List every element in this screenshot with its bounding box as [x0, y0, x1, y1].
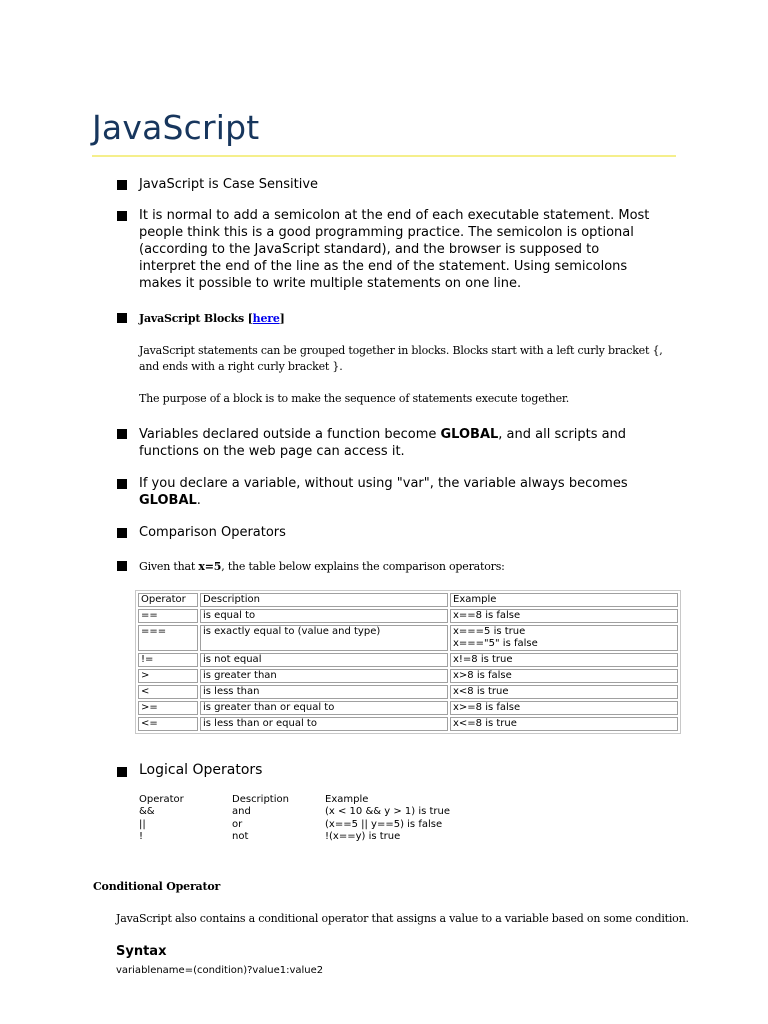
table-cell: (x==5 || y==5) is false	[325, 818, 443, 830]
table-header-cell: Operator	[139, 794, 184, 805]
bullet-marker	[117, 211, 127, 221]
table-cell: not	[232, 830, 249, 842]
given-text-2: , the table below explains the comparison operators:	[221, 560, 505, 573]
bullet-given-x	[139, 558, 505, 575]
table-cell: is not equal	[200, 653, 448, 667]
page-title: JavaScript	[92, 108, 260, 147]
blocks-label-close: ]	[279, 312, 285, 325]
bullet-case-sensitive: JavaScript is Case Sensitive	[139, 177, 319, 192]
table-cell: >=	[138, 701, 198, 715]
comparison-operators-table	[135, 590, 681, 734]
bullet-marker	[117, 561, 127, 571]
blocks-label: JavaScript Blocks [	[139, 312, 253, 325]
table-cell: and	[232, 806, 251, 818]
table-cell: &&	[139, 806, 155, 818]
bullet-global-outside	[139, 426, 639, 460]
table-cell: !=	[138, 653, 198, 667]
global-a-text-1: Variables declared outside a function become	[139, 427, 441, 442]
table-header-row	[138, 593, 678, 607]
table-row	[139, 831, 450, 843]
table-cell: x<8 is true	[450, 685, 678, 699]
table-row	[138, 625, 678, 651]
given-bold: x=5	[198, 560, 222, 573]
bullet-marker	[117, 528, 127, 538]
global-b-text-2: .	[196, 493, 201, 508]
global-a-text-2: , and all scripts and functions on the web page can access it.	[139, 427, 627, 459]
table-cell: is equal to	[200, 609, 448, 623]
bullet-marker	[117, 479, 127, 489]
table-cell: !	[139, 830, 144, 842]
global-b-text-1: If you declare a variable, without using "var", the variable always becomes	[139, 476, 628, 491]
table-row	[138, 653, 678, 667]
global-a-bold: GLOBAL	[440, 427, 499, 442]
bullet-marker	[117, 180, 127, 190]
table-cell: <=	[138, 717, 198, 731]
table-row	[139, 819, 450, 831]
table-cell: ||	[139, 818, 146, 830]
conditional-operator-heading: Conditional Operator	[93, 880, 221, 893]
blocks-paragraph-1: JavaScript statements can be grouped together in blocks. Blocks start with a left curly bracket {, and ends with a right curly bracket }.	[139, 344, 663, 373]
table-cell: >	[138, 669, 198, 683]
table-row	[138, 609, 678, 623]
table-header-cell: Example	[325, 794, 369, 805]
conditional-operator-text: JavaScript also contains a conditional operator that assigns a value to a variable based on some condition.	[116, 912, 689, 925]
bullet-semicolon: It is normal to add a semicolon at the end of each executable statement. Most people think this is a good programming practice. The semicolon is optional (according to the JavaScript standard), and the browser is supposed to interpret the end of the line as the end of the statement. Using semicolons makes it possible to write multiple statements on one line.	[139, 208, 650, 291]
bullet-blocks	[139, 310, 285, 327]
table-cell: x>8 is false	[450, 669, 678, 683]
table-header-cell: Operator	[138, 593, 198, 607]
bullet-marker	[117, 313, 127, 323]
table-cell: is less than or equal to	[200, 717, 448, 731]
table-cell: is exactly equal to (value and type)	[200, 625, 448, 651]
table-cell: is greater than	[200, 669, 448, 683]
table-cell: x==8 is false	[450, 609, 678, 623]
bullet-comparison-operators: Comparison Operators	[139, 525, 286, 540]
bullet-marker	[117, 429, 127, 439]
table-cell: is greater than or equal to	[200, 701, 448, 715]
given-text-1: Given that	[139, 560, 199, 573]
table-cell: (x < 10 && y > 1) is true	[325, 806, 451, 818]
table-header-row	[139, 794, 450, 806]
table-cell: !(x==y) is true	[325, 830, 401, 842]
table-row	[138, 701, 678, 715]
table-row	[138, 717, 678, 731]
table-cell: x>=8 is false	[450, 701, 678, 715]
table-cell: <	[138, 685, 198, 699]
table-cell: ==	[138, 609, 198, 623]
blocks-here-link[interactable]: here	[252, 312, 280, 325]
table-cell: ===	[138, 625, 198, 651]
table-header-cell: Description	[232, 794, 289, 805]
table-cell-line: x==="5" is false	[453, 638, 538, 649]
logical-operators-table	[139, 794, 450, 843]
syntax-heading: Syntax	[116, 944, 167, 959]
table-header-cell: Example	[450, 593, 678, 607]
title-underline	[92, 155, 676, 157]
table-cell: or	[232, 818, 243, 830]
table-cell: x!=8 is true	[450, 653, 678, 667]
syntax-code: variablename=(condition)?value1:value2	[116, 965, 324, 976]
table-row	[138, 685, 678, 699]
table-header-cell: Description	[200, 593, 448, 607]
bullet-marker	[117, 767, 127, 777]
bullet-global-no-var	[139, 475, 639, 509]
blocks-paragraph-2: The purpose of a block is to make the sequence of statements execute together.	[139, 392, 570, 405]
table-row	[138, 669, 678, 683]
table-cell: x<=8 is true	[450, 717, 678, 731]
bullet-logical-operators: Logical Operators	[139, 762, 263, 778]
table-cell	[450, 625, 678, 651]
table-cell: is less than	[200, 685, 448, 699]
table-cell-line: x===5 is true	[453, 626, 526, 637]
table-row	[139, 806, 450, 818]
global-b-bold: GLOBAL	[139, 493, 197, 508]
